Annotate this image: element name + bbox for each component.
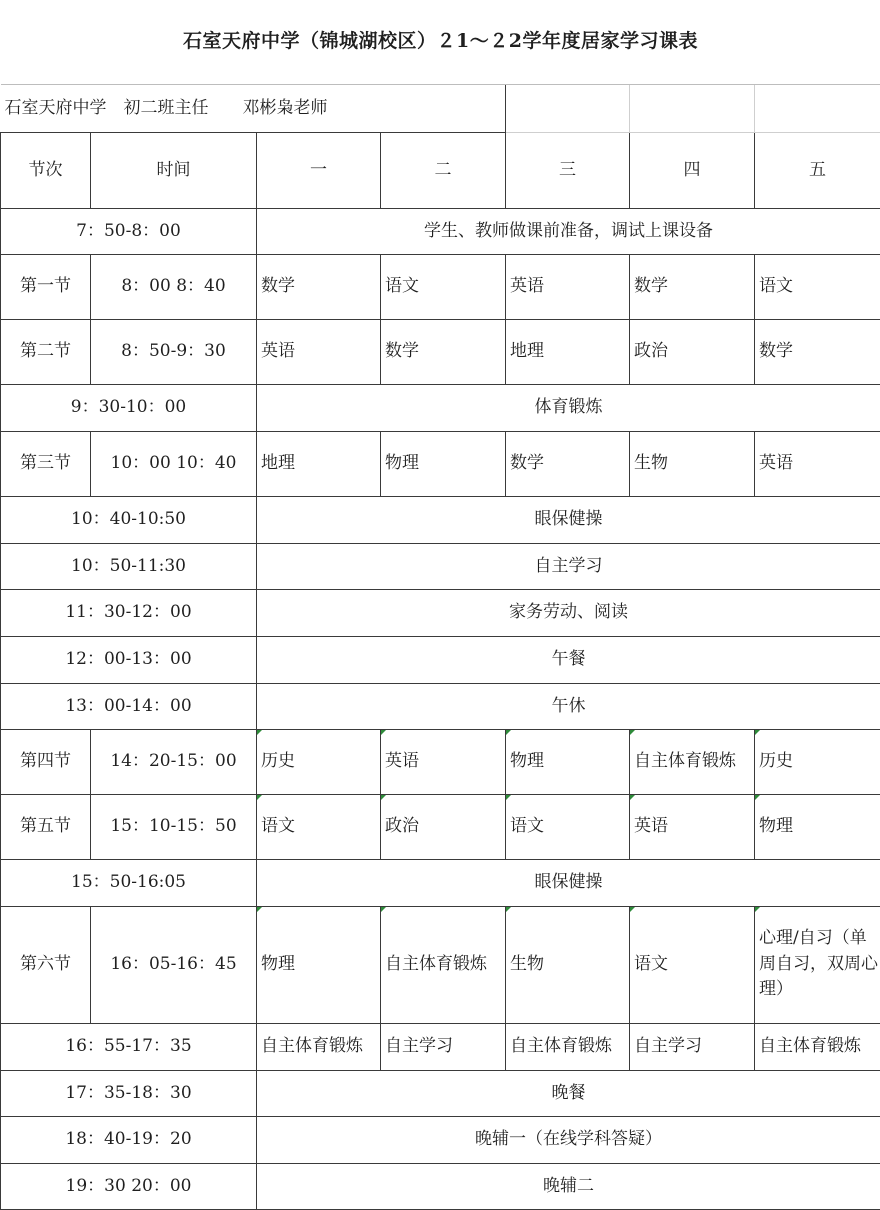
table-row	[1, 496, 880, 543]
table-row	[1, 729, 880, 794]
period-cell: 第四节	[1, 729, 91, 794]
subject-cell: 数学	[506, 431, 630, 496]
subject-cell: 数学	[755, 319, 880, 384]
table-row	[1, 543, 880, 589]
header-day-3: 三	[506, 132, 630, 208]
time-cell: 19：30 20：00	[1, 1163, 257, 1209]
subject-cell: 地理	[257, 431, 381, 496]
subject-cell: 英语	[755, 431, 880, 496]
time-cell: 7：50-8：00	[1, 208, 257, 254]
subject-cell: 英语	[381, 729, 506, 794]
subject-cell: 数学	[381, 319, 506, 384]
subject-cell: 语文	[506, 794, 630, 859]
subject-cell: 英语	[630, 794, 755, 859]
table-row	[1, 1116, 880, 1163]
time-cell: 10：50-11:30	[1, 543, 257, 589]
time-cell: 16：55-17：35	[1, 1023, 257, 1070]
time-cell: 18：40-19：20	[1, 1116, 257, 1163]
subject-cell: 语文	[630, 906, 755, 1023]
period-cell: 第一节	[1, 254, 91, 319]
subject-cell: 英语	[257, 319, 381, 384]
header-day-1: 一	[257, 132, 381, 208]
time-cell: 17：35-18：30	[1, 1070, 257, 1116]
table-row	[1, 683, 880, 729]
time-cell: 12：00-13：00	[1, 636, 257, 683]
time-cell: 10：00 10：40	[91, 431, 257, 496]
subject-cell: 数学	[630, 254, 755, 319]
subject-cell: 自主体育锻炼	[755, 1023, 880, 1070]
time-cell: 16：05-16：45	[91, 906, 257, 1023]
time-cell: 8：00 8：40	[91, 254, 257, 319]
subject-cell: 自主学习	[630, 1023, 755, 1070]
table-row	[1, 794, 880, 859]
header-day-4: 四	[630, 132, 755, 208]
teacher-info: 石室天府中学 初二班主任 邓彬枭老师	[1, 84, 506, 132]
header-day-5: 五	[755, 132, 880, 208]
activity-cell: 晚辅二	[257, 1163, 880, 1209]
subject-cell: 地理	[506, 319, 630, 384]
activity-cell: 晚辅一（在线学科答疑）	[257, 1116, 880, 1163]
time-cell: 13：00-14：00	[1, 683, 257, 729]
subject-cell: 政治	[381, 794, 506, 859]
activity-cell: 午休	[257, 683, 880, 729]
table-row	[1, 319, 880, 384]
activity-cell: 晚餐	[257, 1070, 880, 1116]
header-day-2: 二	[381, 132, 506, 208]
time-cell: 15：50-16:05	[1, 859, 257, 906]
time-cell: 11：30-12：00	[1, 589, 257, 636]
table-row	[1, 384, 880, 431]
table-row	[1, 254, 880, 319]
activity-cell: 眼保健操	[257, 859, 880, 906]
subject-cell: 语文	[755, 254, 880, 319]
activity-cell: 眼保健操	[257, 496, 880, 543]
table-row	[1, 431, 880, 496]
subject-cell: 自主体育锻炼	[257, 1023, 381, 1070]
subject-cell: 物理	[755, 794, 880, 859]
period-cell: 第二节	[1, 319, 91, 384]
subject-cell: 物理	[257, 906, 381, 1023]
subject-cell: 生物	[630, 431, 755, 496]
subject-cell: 政治	[630, 319, 755, 384]
subject-cell: 自主体育锻炼	[630, 729, 755, 794]
subject-cell: 自主体育锻炼	[506, 1023, 630, 1070]
subject-cell: 心理/自习（单周自习，双周心理）	[755, 906, 880, 1023]
table-row	[1, 906, 880, 1023]
subject-cell: 自主学习	[381, 1023, 506, 1070]
subject-cell: 英语	[506, 254, 630, 319]
empty-cell	[506, 84, 630, 132]
header-time: 时间	[91, 132, 257, 208]
table-row	[1, 208, 880, 254]
header-period: 节次	[1, 132, 91, 208]
subject-cell: 物理	[381, 431, 506, 496]
table-row	[1, 589, 880, 636]
subject-cell: 自主体育锻炼	[381, 906, 506, 1023]
subject-cell: 数学	[257, 254, 381, 319]
time-cell: 15：10-15：50	[91, 794, 257, 859]
activity-cell: 体育锻炼	[257, 384, 880, 431]
header-row	[1, 132, 880, 208]
table-row	[1, 859, 880, 906]
subject-cell: 语文	[381, 254, 506, 319]
subject-cell: 语文	[257, 794, 381, 859]
subject-cell: 物理	[506, 729, 630, 794]
activity-cell: 学生、教师做课前准备，调试上课设备	[257, 208, 880, 254]
subject-cell: 历史	[755, 729, 880, 794]
page-title: 石室天府中学（锦城湖校区）２1～２2学年度居家学习课表	[1, 0, 880, 84]
time-cell: 10：40-10:50	[1, 496, 257, 543]
time-cell: 14：20-15：00	[91, 729, 257, 794]
activity-cell: 家务劳动、阅读	[257, 589, 880, 636]
subject-cell: 生物	[506, 906, 630, 1023]
table-row	[1, 1023, 880, 1070]
table-row	[1, 636, 880, 683]
period-cell: 第六节	[1, 906, 91, 1023]
subject-cell: 历史	[257, 729, 381, 794]
period-cell: 第三节	[1, 431, 91, 496]
empty-cell	[755, 84, 880, 132]
activity-cell: 自主学习	[257, 543, 880, 589]
empty-cell	[630, 84, 755, 132]
period-cell: 第五节	[1, 794, 91, 859]
table-row	[1, 1070, 880, 1116]
time-cell: 8：50-9：30	[91, 319, 257, 384]
activity-cell: 午餐	[257, 636, 880, 683]
time-cell: 9：30-10：00	[1, 384, 257, 431]
table-row	[1, 1163, 880, 1209]
